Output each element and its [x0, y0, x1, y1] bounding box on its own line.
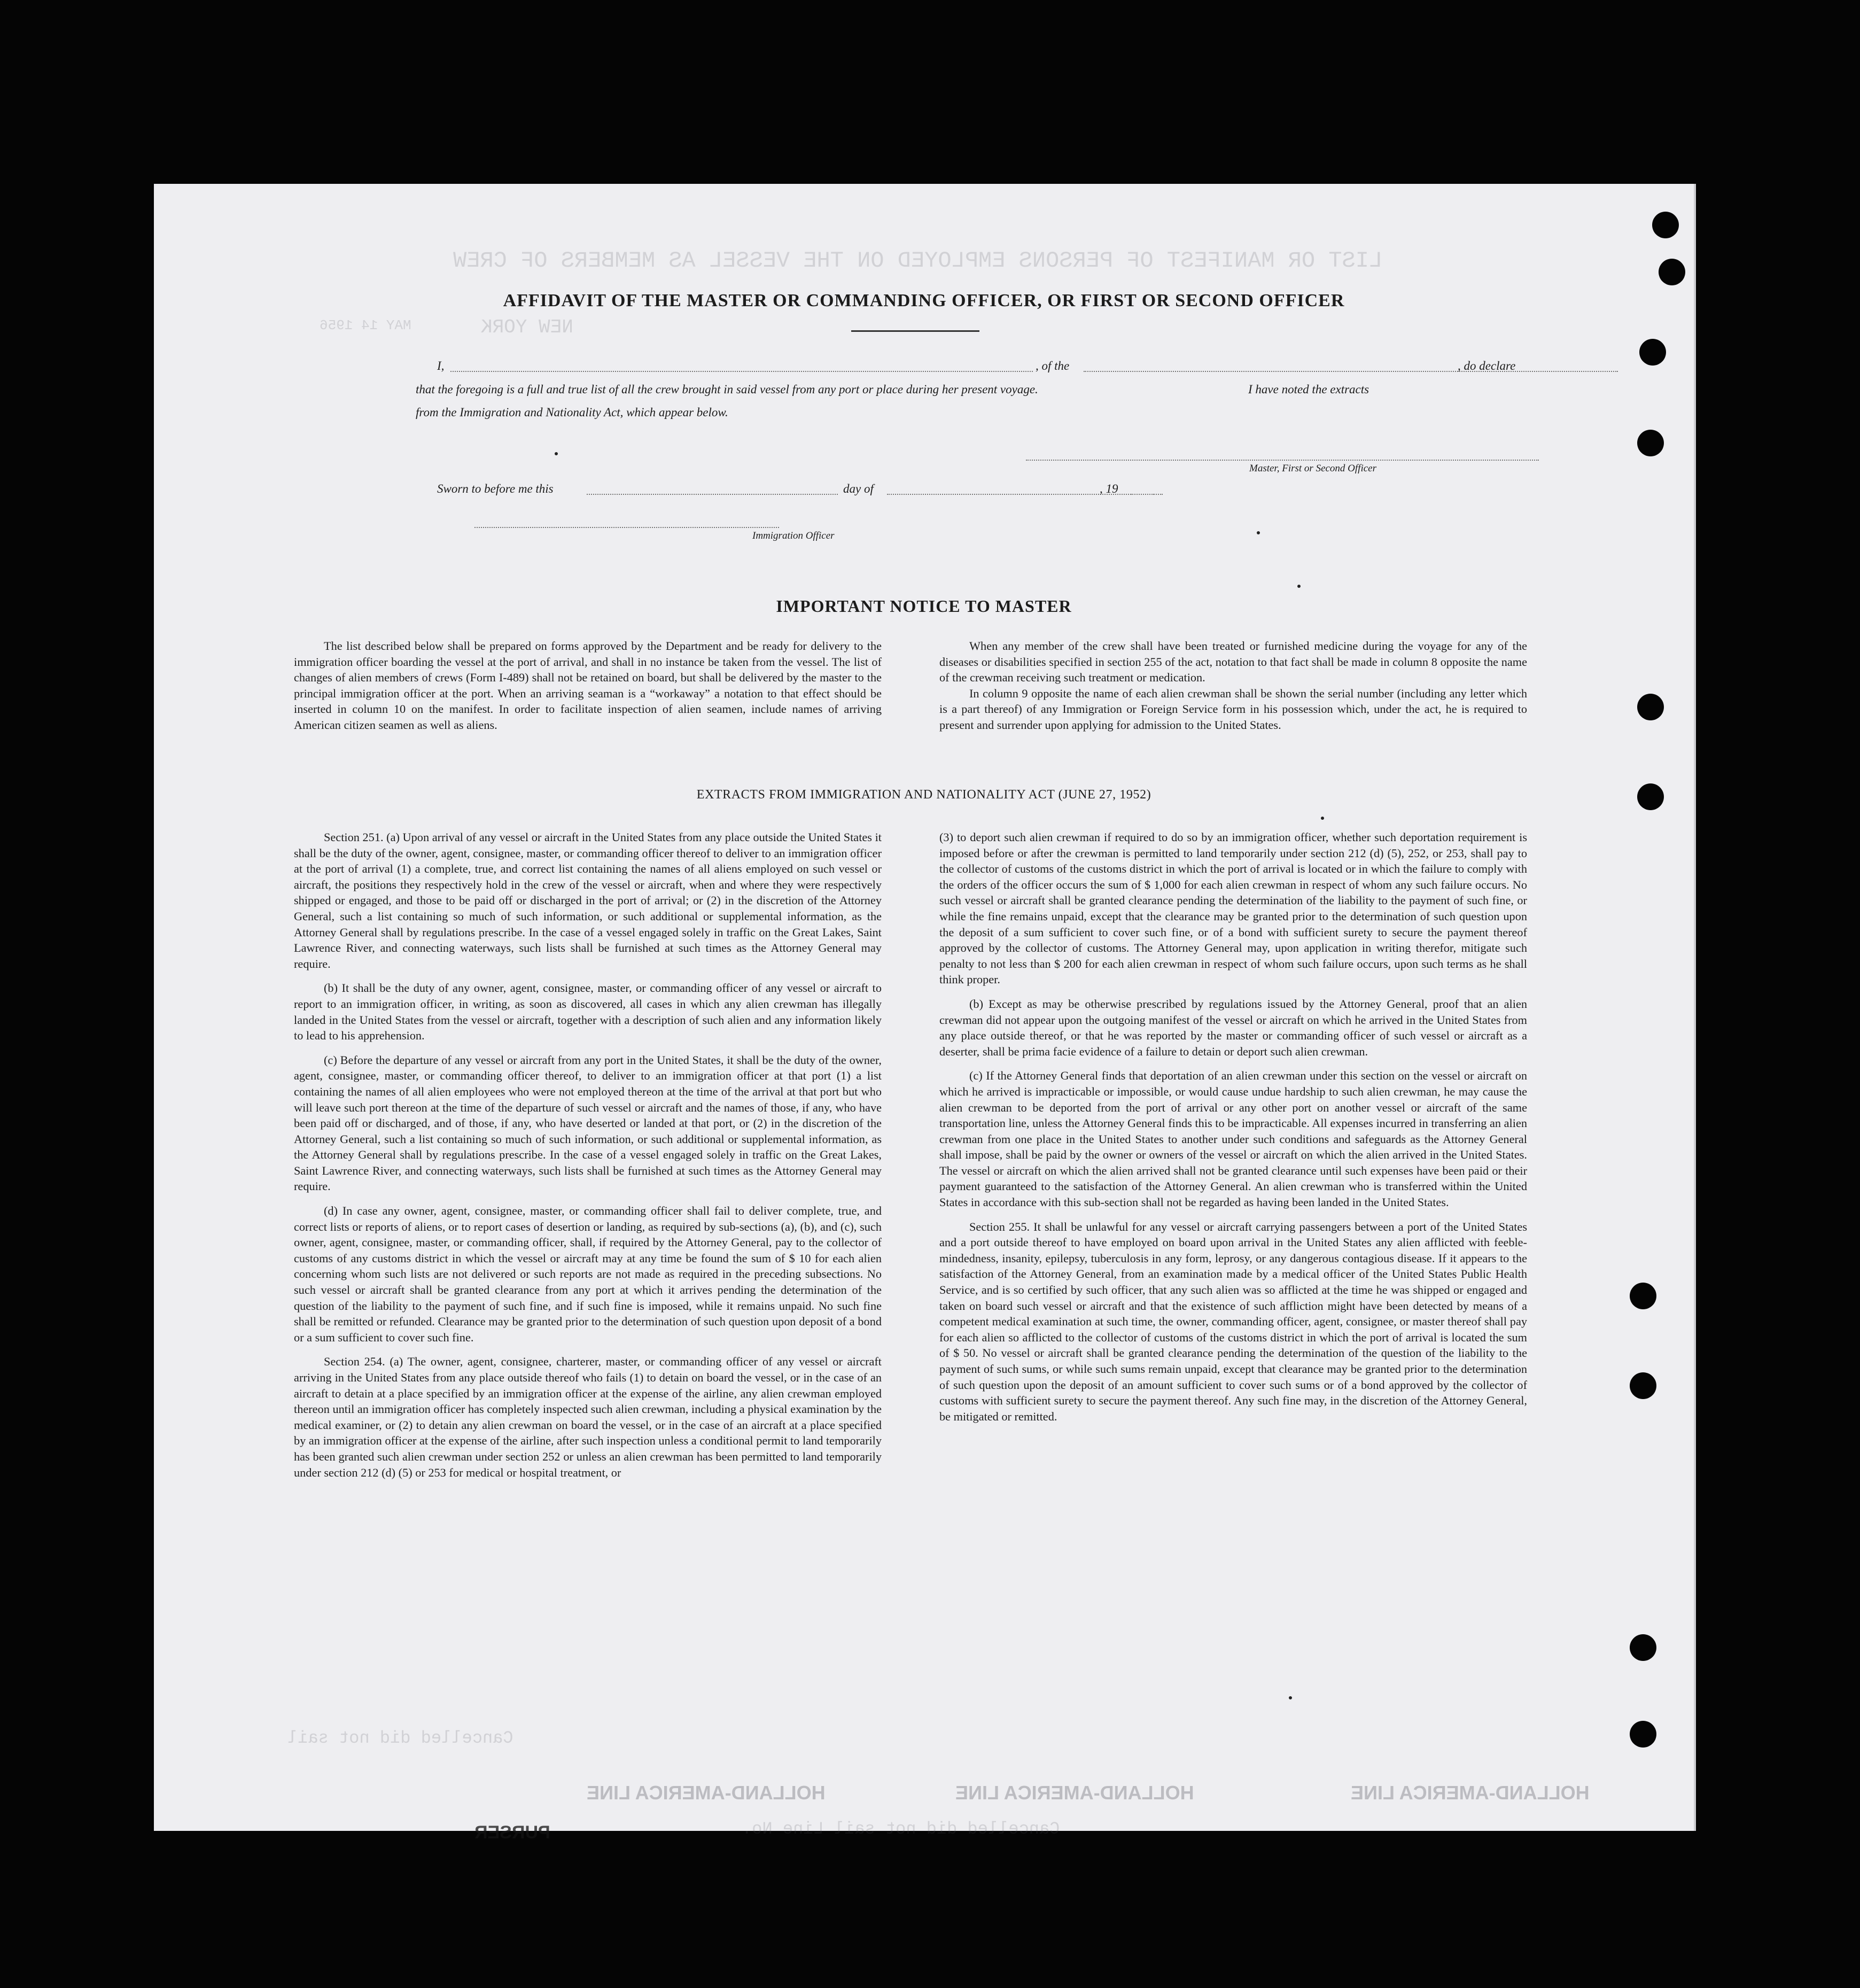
- day-of-label: day of: [843, 482, 874, 495]
- section-251a: Section 251. (a) Upon arrival of any vessel or aircraft in the United States from any place outside the United States it shall be the duty of the owner, agent, consignee, master, or commanding officer thereof to deliver to an immigration officer at the port of arrival (1) a complete, true, and correct list containing the names of all aliens employed on such vessel or aircraft, the positions they respectively hold in the crew of the vessel or aircraft, when and where they were respectively shipped or engaged, and those to be paid off or discharged in the port of arrival; or (2) in the discretion of the Attorney General, such a list containing so much of such information, or such additional or supplemental information, as the Attorney General shall by regulations prescribe. In the case of a vessel engaged solely in traffic on the Great Lakes, Saint Lawrence River, and connecting waterways, such lists shall be furnished at such times as the Attorney General may require.: [294, 830, 882, 970]
- affidavit-of-the: , of the: [1036, 359, 1070, 372]
- stamp-holland-america-1: HOLLAND-AMERICA LINE: [587, 1782, 826, 1804]
- affidavit-title: AFFIDAVIT OF THE MASTER OR COMMANDING OFFICER, OR FIRST OR SECOND OFFICER: [503, 291, 1345, 310]
- notice-left-paragraph: The list described below shall be prepared on forms approved by the Department and be ready for delivery to the immigration officer boarding the vessel at the port of arrival, and shall in no instance be taken from the vessel. The list of changes of alien members of crews (Form I-489) shall not be retained on board, but shall be delivered by the master to the principal immigration officer at the port. When an arriving seaman is a “workaway” a notation to that effect should be inserted in column 10 on the manifest. In order to facilitate inspection of alien seamen, include names of arriving American citizen seamen as well as aliens.: [294, 639, 882, 732]
- notice-right-paragraph-1: When any member of the crew shall have been treated or furnished medicine during the voyage for any of the diseases or disabilities specified in section 255 of the act, notation to that fact shall be made in column 8 opposite the name of the crewman receiving such treatment or medication.: [939, 639, 1527, 685]
- punch-hole: [1637, 783, 1664, 810]
- speck: [1257, 531, 1260, 534]
- section-254c: (c) If the Attorney General finds that deportation of an alien crewman under this section on the vessel or aircraft on which he arrived is impracticable or impossible, or would cause undue hardship to such alien crewman, he may cause the alien crewman to be deported from the port of arrival or any other port on another vessel or aircraft of the same transportation line, unless the Attorney General finds this to be impracticable. All expenses incurred in transferring an alien crewman from one place in the United States to another under such conditions and safeguards as the Attorney General shall impose, shall be paid by the owner or owners of the vessel or aircraft on which the alien arrived in the United States. The vessel or aircraft on which the alien arrived shall not be granted clearance until such expenses have been paid or their payment guaranteed to the satisfaction of the Attorney General. An alien crewman who is transferred within the United States in accordance with this sub-section shall not be regarded as having been landed in the United States.: [939, 1069, 1527, 1209]
- stamp-purser: PURSER: [474, 1822, 550, 1843]
- document-page: [154, 184, 1696, 1843]
- punch-hole: [1637, 694, 1664, 720]
- notice-right-column: [939, 638, 1527, 742]
- section-255: Section 255. It shall be unlawful for any vessel or aircraft carrying passengers between a port of the United States and a port outside thereof to have employed on board upon arrival in the United States any alien afflicted with feeble-mindedness, insanity, epilepsy, tuberculosis in any form, leprosy, or any dangerous contagious disease. If it appears to the satisfaction of the Attorney General, from an examination made by a medical officer of the United States Public Health Service, and is so certified by such officer, that any such alien was so afflicted at the time he was shipped or engaged and taken on board such vessel or aircraft and that the existence of such affliction might have been detected by means of a competent medical examination at such time, the owner, commanding officer, agent, consignee, or master thereof shall pay for each alien so afflicted to the collector of customs of the customs district in which the port of arrival is located the sum of $ 50. No vessel or aircraft shall be granted clearance pending the determination of the question of the liability to the payment of such sums, or while such sums remain unpaid, except that clearance may be granted prior to the determination of such question upon the deposit of an amount sufficient to cover such sums or of a bond approved by the collector of customs with sufficient surety to secure the payment thereof. Any such fine may, in the discretion of the Attorney General, be mitigated or remitted.: [939, 1220, 1527, 1423]
- sworn-label: Sworn to before me this: [437, 482, 554, 495]
- affidavit-statement-1: that the foregoing is a full and true list of all the crew brought in said vessel from any port or place during her present voyage.: [416, 383, 1038, 396]
- notice-left-column: [294, 638, 882, 742]
- sworn-year-blank: [1131, 494, 1163, 495]
- officer-signature-line: [474, 527, 779, 528]
- section-254a: Section 254. (a) The owner, agent, consignee, charterer, master, or commanding officer of any vessel or aircraft arriving in the United States from any place outside thereof who fails (1) to detain on board the vessel, or in the case of an aircraft to detain at a place specified by an immigration officer at the expense of the airline, any alien crewman employed thereon until an immigration officer has completely inspected such alien crewman, including a physical examination by the medical examiner, or (2) to detain any alien crewman on board the vessel, or in the case of an aircraft at a place specified by an immigration officer at the expense of the airline, after such inspection unless a conditional permit to land temporarily has been granted such alien crewman under section 252 or unless an alien crewman has been permitted to land temporarily under section 212 (d) (5) or 253 for medical or hospital treatment, or: [294, 1355, 882, 1479]
- extracts-right-column: [939, 829, 1527, 1433]
- affidavit-statement-2: from the Immigration and Nationality Act, which appear below.: [416, 406, 728, 419]
- bleedthrough-port: NEW YORK: [481, 316, 573, 338]
- name-blank: [450, 371, 1033, 372]
- affidavit-i-label: I,: [437, 359, 445, 372]
- punch-hole: [1652, 212, 1679, 238]
- extracts-left-column: [294, 829, 882, 1489]
- punch-hole: [1630, 1283, 1656, 1309]
- speck: [1289, 1696, 1292, 1699]
- bleedthrough-date: MAY 14 1956: [320, 317, 411, 333]
- bleedthrough-cancelled-2: Cancelled did not sail Line No.: [742, 1819, 1060, 1839]
- master-signature-line: [1026, 460, 1539, 461]
- vessel-blank: [1084, 371, 1618, 372]
- section-251b: (b) It shall be the duty of any owner, agent, consignee, master, or commanding officer of any vessel or aircraft to report to an immigration officer, in writing, as soon as discovered, all cases in which any alien crewman has illegally landed in the United States from the vessel or aircraft, together with a description of such alien and any information likely to lead to his apprehension.: [294, 981, 882, 1043]
- master-caption: Master, First or Second Officer: [1249, 463, 1377, 474]
- section-251d: (d) In case any owner, agent, consignee, master, or commanding officer shall fail to deliver complete, true, and correct lists or reports of aliens, or to report cases of desertion or landing, as required by sub-sections (a), (b), and (c), such owner, agent, consignee, master, or commanding officer, shall, if required by the Attorney General, pay to the collector of customs of any customs district in which the vessel or aircraft may at any time be found the sum of $ 10 for each alien concerning whom such lists are not delivered or such reports are not made as required in the preceding subsections. No such vessel or aircraft shall be granted clearance from any port at which it arrives pending the determination of the question of the liability to the payment of such fine, and if such fine is imposed, while it remains unpaid. No such fine shall be remitted or refunded. Clearance may be granted prior to the determination of such question upon deposit of a bond or a sum sufficient to cover such fine.: [294, 1204, 882, 1344]
- bleedthrough-header: LIST OR MANIFEST OF PERSONS EMPLOYED ON THE VESSEL AS MEMBERS OF CREW: [453, 248, 1383, 274]
- punch-hole: [1630, 1634, 1656, 1661]
- section-251c: (c) Before the departure of any vessel or aircraft from any port in the United States, it shall be the duty of the owner, agent, consignee, master, or commanding officer thereof, to deliver to an immigration officer at that port (1) a list containing the names of all alien employees who were not employed thereon at the time of the arrival at that port but who will leave such port thereon at the time of the departure of such vessel or aircraft and the names of those, if any, who have been paid off or discharged, and of those, if any, who have deserted or landed at that port, or (2) in the discretion of the Attorney General, such a list containing so much of such information, or such additional or supplemental information, as the Attorney General shall by regulations prescribe. In the case of a vessel engaged solely in traffic on the Great Lakes, Saint Lawrence River, and connecting waterways, such lists shall be furnished at such times as the Attorney General may require.: [294, 1053, 882, 1193]
- speck: [1321, 817, 1324, 820]
- title-divider: [851, 330, 979, 332]
- section-254b: (b) Except as may be otherwise prescribed by regulations issued by the Attorney General, proof that an alien crewman did not appear upon the outgoing manifest of the vessel or aircraft on which he arrived in the United States from any place outside thereof, or that he was reported by the master or commanding officer of such vessel or aircraft as a deserter, shall be prima facie evidence of a failure to detain or deport such alien crewman.: [939, 997, 1527, 1058]
- punch-hole: [1630, 1721, 1656, 1748]
- sworn-day-blank: [587, 494, 838, 495]
- stamp-holland-america-2: HOLLAND-AMERICA LINE: [955, 1782, 1194, 1804]
- notice-title: IMPORTANT NOTICE TO MASTER: [776, 596, 1072, 616]
- affidavit-do-declare: , do declare: [1458, 359, 1516, 372]
- punch-hole: [1639, 339, 1666, 366]
- punch-hole: [1659, 259, 1685, 285]
- bleedthrough-cancelled-1: Cancelled did not sail: [287, 1728, 513, 1748]
- affidavit-statement-1b: I have noted the extracts: [1248, 383, 1369, 396]
- speck: [1297, 585, 1301, 588]
- notice-right-paragraph-2: In column 9 opposite the name of each alien crewman shall be shown the serial number (including any letter which is a part thereof) of any Immigration or Foreign Service form in his possession which, under the act, he is required to present and surrender upon applying for admission to the United States.: [939, 686, 1527, 732]
- year-label: , 19: [1100, 482, 1118, 495]
- stamp-holland-america-3: HOLLAND-AMERICA LINE: [1351, 1782, 1590, 1804]
- punch-hole: [1637, 430, 1664, 456]
- punch-hole: [1630, 1372, 1656, 1399]
- extracts-title: EXTRACTS FROM IMMIGRATION AND NATIONALITY ACT (JUNE 27, 1952): [696, 788, 1151, 802]
- officer-caption: Immigration Officer: [752, 530, 835, 541]
- section-254a-cont: (3) to deport such alien crewman if required to do so by an immigration officer, whether such deportation requirement is imposed before or after the crewman is permitted to land temporarily under section 212 (d) (5), 252, or 253, shall pay to the collector of customs of the customs district in which the port of arrival is located or in which the failure to comply with the orders of the officer occurs the sum of $ 1,000 for each alien crewman in respect of whom any such failure occurs. No such vessel or aircraft shall be granted clearance pending the determination of the liability to the payment of such fine, or while the fine remains unpaid, except that the clearance may be granted prior to the determination of such question upon the deposit of a sum sufficient to cover such fine, or of a bond with sufficient surety to secure the payment thereof approved by the collector of customs. The Attorney General may, upon application in writing therefor, mitigate such penalty to not less than $ 200 for each alien crewman in respect of whom such failure occurs, upon such terms as he shall think proper.: [939, 830, 1527, 987]
- speck: [555, 452, 558, 455]
